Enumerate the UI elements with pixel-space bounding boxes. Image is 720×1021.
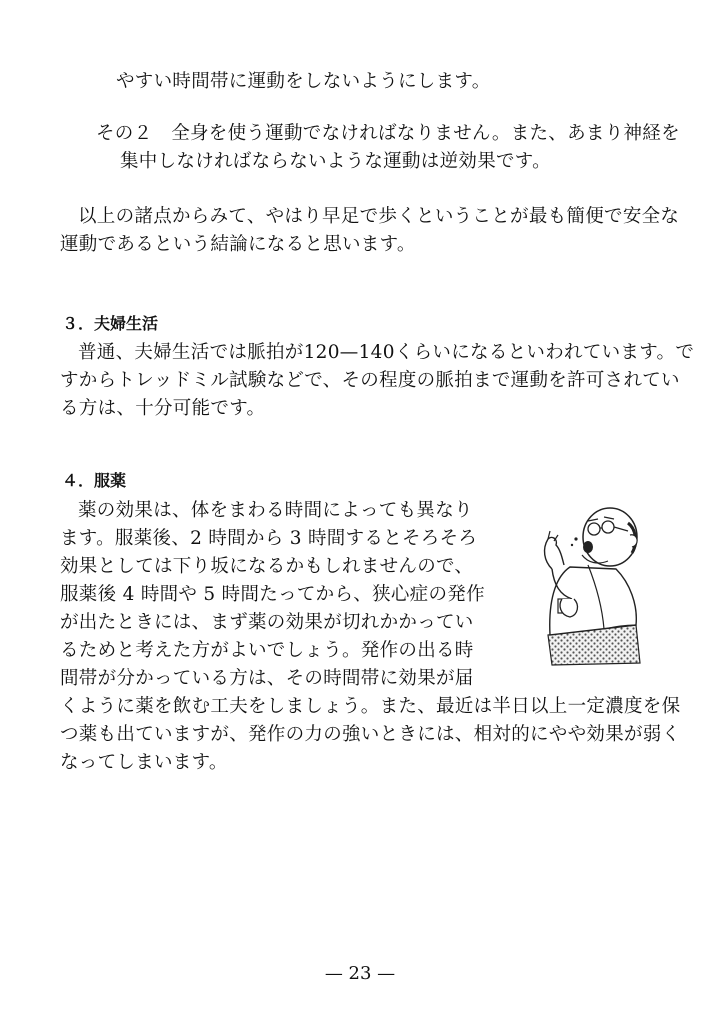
section3-heading: ３．夫婦生活 <box>62 314 159 333</box>
man-taking-medicine-illustration <box>518 495 668 670</box>
section4-line-5: が出たときには、まず薬の効果が切れかかってい <box>60 612 474 633</box>
sono2-line-2: 集中しなければならないような運動は逆効果です。 <box>120 151 551 172</box>
section4-line-3: 効果としては下り坂になるかもしれませんので、 <box>60 556 474 577</box>
section4-heading: ４．服薬 <box>62 471 127 490</box>
section3-line-3: る方は、十分可能です。 <box>60 398 266 419</box>
section4-line-8: くように薬を飲む工夫をしましょう。また、最近は半日以上一定濃度を保 <box>60 696 681 717</box>
section4-line-4: 服薬後 4 時間や 5 時間たってから、狭心症の発作 <box>60 584 485 605</box>
conclusion-line-1: 以上の諸点からみて、やはり早足で歩くということが最も簡便で安全な <box>78 206 680 227</box>
sono2-line-1: その２ 全身を使う運動でなければなりません。また、あまり神経を <box>96 123 680 144</box>
section4-line-9: つ薬も出ていますが、発作の力の強いときには、相対的にやや効果が弱く <box>60 724 681 745</box>
section4-line-1: 薬の効果は、体をまわる時間によっても異なり <box>78 500 473 521</box>
section4-line-6: るためと考えた方がよいでしょう。発作の出る時 <box>60 640 474 661</box>
page-number: — 23 — <box>324 963 396 984</box>
section3-line-2: すからトレッドミル試験などで、その程度の脈拍まで運動を許可されてい <box>60 370 680 391</box>
section4-line-2: ます。服薬後、2 時間から 3 時間するとそろそろ <box>60 528 478 549</box>
intro-line-1: やすい時間帯に運動をしないようにします。 <box>116 71 491 92</box>
section4-line-10: なってしまいます。 <box>60 752 228 773</box>
section4-line-7: 間帯が分かっている方は、その時間帯に効果が届 <box>60 668 474 689</box>
conclusion-line-2: 運動であるという結論になると思います。 <box>60 234 416 255</box>
section3-line-1: 普通、夫婦生活では脈拍が120—140くらいになるといわれています。で <box>78 342 695 363</box>
